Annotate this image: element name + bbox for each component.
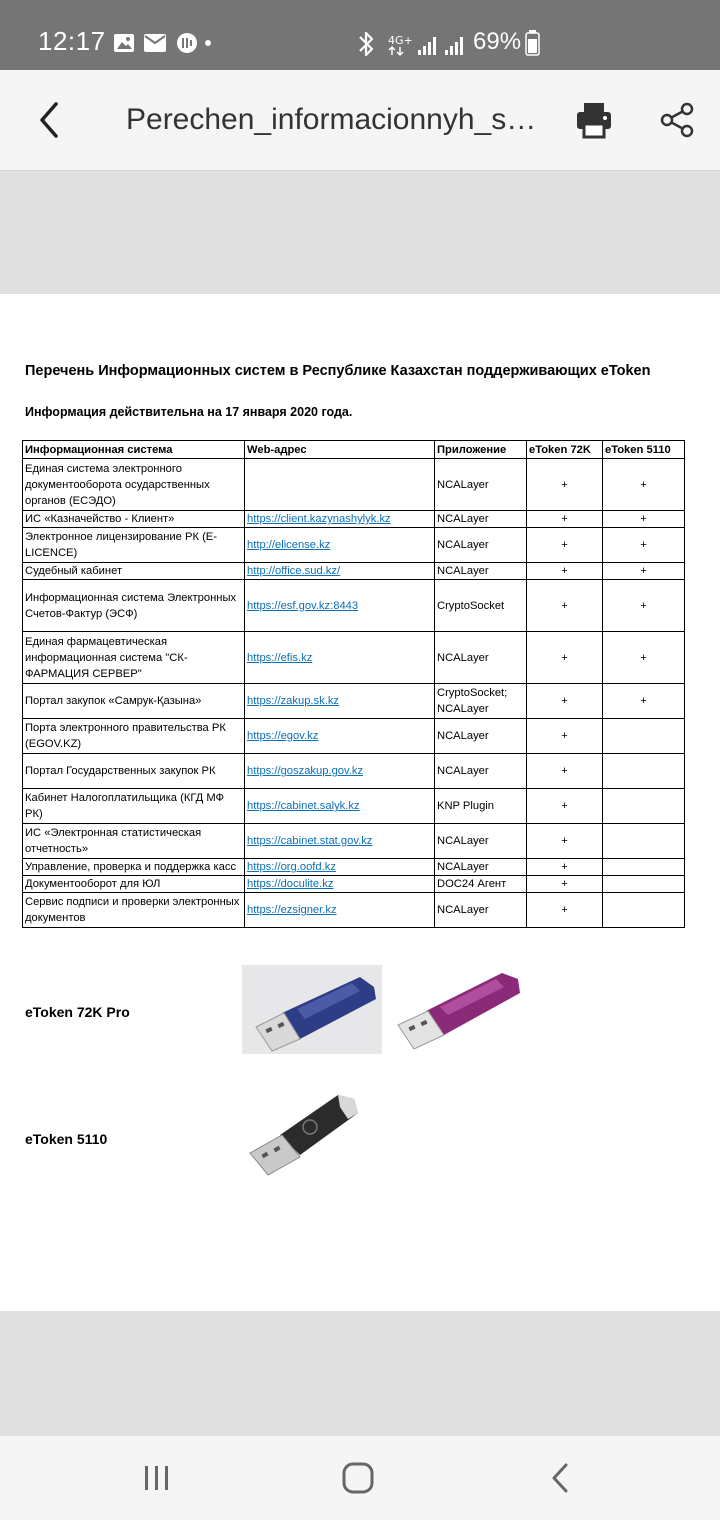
table-row: [23, 580, 685, 632]
header-etoken-5110: eToken 5110: [603, 441, 685, 459]
cell-application: CryptoSocket: [435, 580, 527, 632]
cell-application: CryptoSocket; NCALayer: [435, 684, 527, 719]
cell-application: NCALayer: [435, 893, 527, 928]
cell-etoken-5110: [603, 876, 685, 893]
cell-application: NCALayer: [435, 632, 527, 684]
signal-icon: [418, 37, 436, 55]
etoken-72k-purple-image: [384, 965, 524, 1054]
table-row: [23, 876, 685, 893]
status-bar: [0, 0, 720, 70]
cell-etoken-72k: +: [527, 459, 603, 511]
web-address-link[interactable]: https://cabinet.salyk.kz: [247, 800, 360, 812]
cell-etoken-72k: +: [527, 632, 603, 684]
status-system-icons: [356, 30, 472, 58]
cell-web-address: [245, 876, 435, 893]
cell-system: ИС «Казначейство - Клиент»: [23, 511, 245, 528]
table-row: [23, 563, 685, 580]
app-icon: [177, 33, 197, 53]
web-address-link[interactable]: http://office.sud.kz/: [247, 565, 341, 577]
cell-web-address: [245, 459, 435, 511]
home-icon[interactable]: [340, 1460, 376, 1496]
web-address-link[interactable]: http://elicense.kz: [247, 539, 331, 551]
battery-percent: 69%: [473, 28, 522, 55]
doc-heading: Перечень Информационных систем в Республике Казахстан поддерживающих eToken: [25, 363, 651, 379]
cell-system: Портал Государственных закупок РК: [23, 754, 245, 789]
table-row: [23, 684, 685, 719]
cell-system: Судебный кабинет: [23, 563, 245, 580]
navigation-bar: [0, 1436, 720, 1520]
cell-application: NCALayer: [435, 859, 527, 876]
cell-etoken-72k: +: [527, 511, 603, 528]
cell-etoken-72k: +: [527, 789, 603, 824]
web-address-link[interactable]: https://ezsigner.kz: [247, 904, 337, 916]
cell-etoken-72k: +: [527, 563, 603, 580]
cell-web-address: [245, 719, 435, 754]
web-address-link[interactable]: https://egov.kz: [247, 730, 319, 742]
cell-system: Документооборот для ЮЛ: [23, 876, 245, 893]
systems-table: [22, 440, 685, 928]
table-row: [23, 459, 685, 511]
svg-text:4G+: 4G+: [388, 34, 413, 47]
cell-web-address: [245, 824, 435, 859]
cell-application: KNP Plugin: [435, 789, 527, 824]
cell-system: Управление, проверка и поддержка касс: [23, 859, 245, 876]
cell-etoken-5110: +: [603, 563, 685, 580]
cell-etoken-72k: +: [527, 754, 603, 789]
table-row: [23, 859, 685, 876]
cell-etoken-5110: +: [603, 632, 685, 684]
back-icon[interactable]: [546, 1462, 574, 1494]
cell-application: NCALayer: [435, 563, 527, 580]
cell-etoken-72k: +: [527, 684, 603, 719]
web-address-link[interactable]: https://esf.gov.kz:8443: [247, 599, 359, 612]
cell-application: NCALayer: [435, 528, 527, 563]
share-icon[interactable]: [658, 100, 698, 140]
back-arrow-icon[interactable]: [34, 100, 66, 140]
header-app: Приложение: [435, 441, 527, 459]
cell-web-address: [245, 563, 435, 580]
doc-validity-info: Информация действительна на 17 января 2020 года.: [25, 405, 353, 419]
header-etoken-72k: eToken 72K: [527, 441, 603, 459]
cell-system: Сервис подписи и проверки электронных документов: [23, 893, 245, 928]
cell-web-address: [245, 859, 435, 876]
web-address-link[interactable]: https://zakup.sk.kz: [247, 695, 340, 707]
table-row: [23, 824, 685, 859]
print-icon[interactable]: [574, 100, 614, 140]
table-header-row: [23, 441, 685, 459]
recent-apps-icon[interactable]: [140, 1462, 174, 1494]
cell-etoken-5110: +: [603, 528, 685, 563]
cell-etoken-5110: [603, 893, 685, 928]
cell-application: NCALayer: [435, 459, 527, 511]
cell-etoken-5110: +: [603, 580, 685, 632]
token-5110-label: eToken 5110: [25, 1131, 108, 1147]
table-row: [23, 754, 685, 789]
cell-application: NCALayer: [435, 719, 527, 754]
web-address-link[interactable]: https://cabinet.stat.gov.kz: [247, 835, 373, 847]
gallery-icon: [114, 34, 134, 52]
status-notification-icons: [112, 30, 212, 56]
etoken-72k-blue-image: [242, 965, 382, 1054]
cell-application: NCALayer: [435, 511, 527, 528]
cell-system: Информационная система Электронных Счетов-Фактур (ЭСФ): [23, 580, 245, 632]
cell-etoken-5110: [603, 824, 685, 859]
table-row: [23, 528, 685, 563]
cell-system: Электронное лицензирование РК (E-LICENCE): [23, 528, 245, 563]
cell-web-address: [245, 789, 435, 824]
cell-system: ИС «Электронная статистическая отчетность»: [23, 824, 245, 859]
cell-etoken-72k: +: [527, 893, 603, 928]
cell-system: Кабинет Налогоплатильщика (КГД МФ РК): [23, 789, 245, 824]
cell-application: NCALayer: [435, 824, 527, 859]
cell-etoken-5110: [603, 719, 685, 754]
cell-system: Единая система электронного документооборота осударственных органов (ЕСЭДО): [23, 459, 245, 511]
document-page[interactable]: [0, 294, 720, 1311]
table-row: [23, 893, 685, 928]
cell-etoken-5110: +: [603, 511, 685, 528]
cell-application: NCALayer: [435, 754, 527, 789]
cell-system: Портал закупок «Самрук-Қазына»: [23, 684, 245, 719]
document-title: Perechen_informacionnyh_s…: [126, 103, 537, 136]
cell-web-address: [245, 754, 435, 789]
mail-icon: [144, 34, 166, 52]
cell-etoken-72k: +: [527, 859, 603, 876]
cell-etoken-5110: [603, 754, 685, 789]
signal-icon-2: [445, 37, 463, 55]
bluetooth-icon: [360, 33, 372, 55]
table-row: [23, 719, 685, 754]
cell-web-address: [245, 684, 435, 719]
web-address-link[interactable]: https://org.oofd.kz: [247, 861, 336, 873]
table-row: [23, 511, 685, 528]
status-time: 12:17: [38, 26, 106, 56]
cell-web-address: [245, 580, 435, 632]
cell-web-address: [245, 632, 435, 684]
token-72k-label: eToken 72K Pro: [25, 1004, 130, 1020]
cell-etoken-72k: +: [527, 824, 603, 859]
app-bar: [0, 70, 720, 170]
cell-etoken-72k: +: [527, 528, 603, 563]
etoken-5110-image: [242, 1087, 362, 1179]
cell-system: Единая фармацевтическая информационная система "СК-ФАРМАЦИЯ СЕРВЕР": [23, 632, 245, 684]
cell-web-address: [245, 893, 435, 928]
header-system: Информационная система: [23, 441, 245, 459]
dot-icon: [205, 40, 211, 46]
cell-web-address: [245, 528, 435, 563]
cell-etoken-5110: +: [603, 459, 685, 511]
web-address-link[interactable]: https://client.kazynashylyk.kz: [247, 513, 391, 525]
web-address-link[interactable]: https://doculite.kz: [247, 878, 334, 890]
header-web: Web-адрес: [245, 441, 435, 459]
cell-web-address: [245, 511, 435, 528]
cell-etoken-72k: +: [527, 876, 603, 893]
cell-etoken-5110: [603, 859, 685, 876]
cell-etoken-5110: +: [603, 684, 685, 719]
cell-etoken-5110: [603, 789, 685, 824]
table-row: [23, 632, 685, 684]
cell-application: DOC24 Агент: [435, 876, 527, 893]
battery-icon: [525, 30, 541, 56]
web-address-link[interactable]: https://efis.kz: [247, 651, 313, 664]
cell-system: Порта электронного правительства РК (EGOV.KZ): [23, 719, 245, 754]
web-address-link[interactable]: https://goszakup.gov.kz: [247, 765, 364, 777]
cell-etoken-72k: +: [527, 580, 603, 632]
cell-etoken-72k: +: [527, 719, 603, 754]
table-row: [23, 789, 685, 824]
network-4g-icon: [388, 34, 413, 55]
